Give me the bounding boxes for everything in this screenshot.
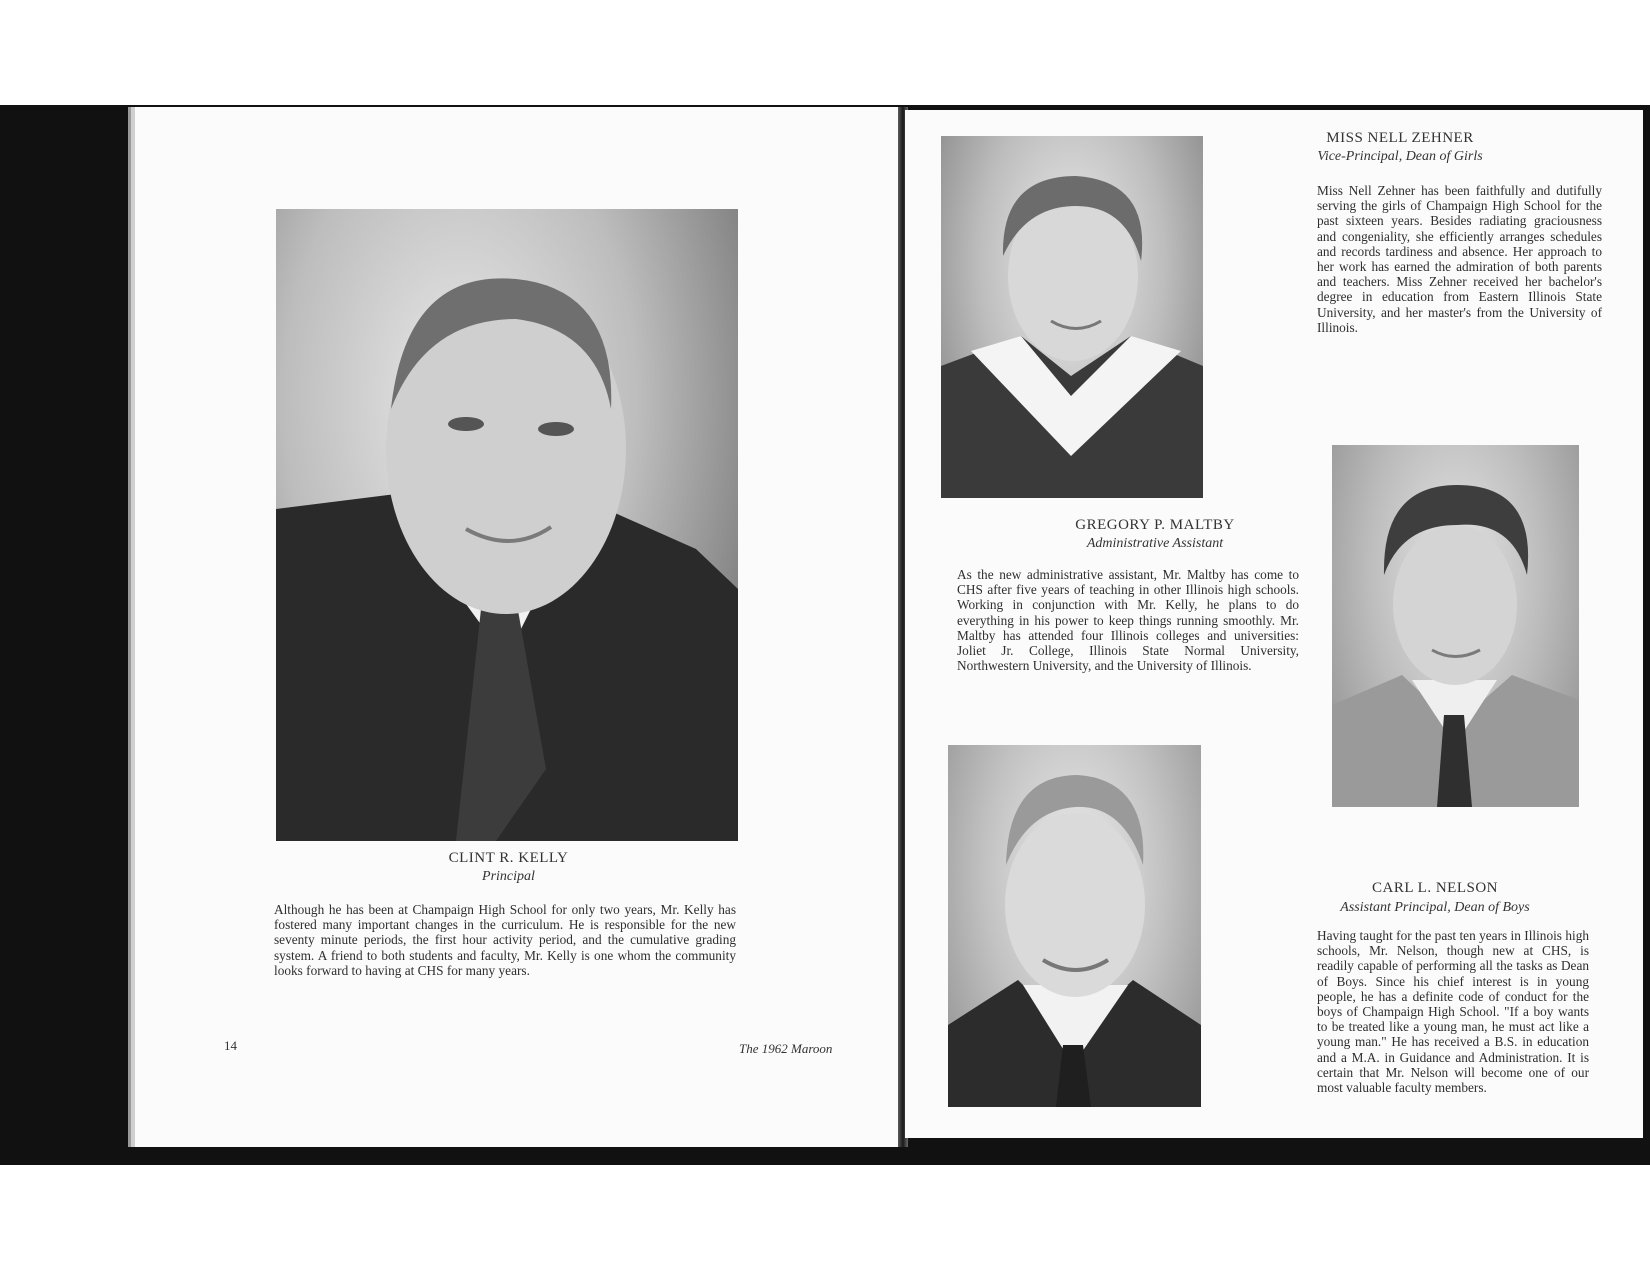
zehner-title: Vice-Principal, Dean of Girls	[1317, 149, 1483, 164]
maltby-bio: As the new administrative assistant, Mr. Maltby has come to CHS after five years of teaching in other Illinois high schools. Working in conjunction with Mr. Kelly, he plans to do everything in his power to keep things running smoothly. Mr. Maltby has attended four Illinois colleges and universities: Joliet Jr. College, Illinois State Normal University, Northwestern University, and the University of Illinois.	[957, 567, 1299, 674]
kelly-name: CLINT R. KELLY	[448, 850, 569, 866]
kelly-title: Principal	[482, 869, 535, 884]
nelson-portrait	[948, 745, 1201, 1107]
nelson-bio: Having taught for the past ten years in Illinois high schools, Mr. Nelson, though new at CHS, is readily capable of performing all the tasks as Dean of Boys. Since his chief interest is in young people, he has a definite code of conduct for the boys of Champaign High School. "If a boy wants to be treated like a young man, he must act like a young man." He has received a B.S. in education and a M.A. in Guidance and Administration. It is certain that Mr. Nelson will become one of our most valuable faculty members.	[1317, 928, 1589, 1096]
yearbook-footer: The 1962 Maroon	[739, 1041, 833, 1056]
left-page	[128, 107, 906, 1147]
zehner-bio: Miss Nell Zehner has been faithfully and dutifully serving the girls of Champaign High School for the past sixteen years. Besides radiating graciousness and congeniality, she efficiently arranges schedules and records tardiness and absence. Her approach to her work has earned the admiration of both parents and teachers. Miss Zehner received her bachelor's degree in education from Eastern Illinois State University, and her master's from the University of Illinois.	[1317, 183, 1602, 335]
zehner-portrait	[941, 136, 1203, 498]
right-page	[905, 110, 1643, 1138]
maltby-name: GREGORY P. MALTBY	[1075, 517, 1235, 533]
kelly-portrait	[276, 209, 738, 841]
zehner-name: MISS NELL ZEHNER	[1326, 130, 1474, 146]
nelson-title: Assistant Principal, Dean of Boys	[1340, 900, 1530, 915]
maltby-portrait	[1332, 445, 1579, 807]
nelson-name: CARL L. NELSON	[1371, 880, 1499, 896]
page-number: 14	[224, 1038, 237, 1053]
kelly-bio: Although he has been at Champaign High School for only two years, Mr. Kelly has fostered many important changes in the curriculum. He is responsible for the new seventy minute periods, the first hour activity period, and the cumulative grading system. A friend to both students and faculty, Mr. Kelly is one whom the community looks forward to having at CHS for many years.	[274, 902, 736, 978]
maltby-title: Administrative Assistant	[1086, 536, 1224, 551]
